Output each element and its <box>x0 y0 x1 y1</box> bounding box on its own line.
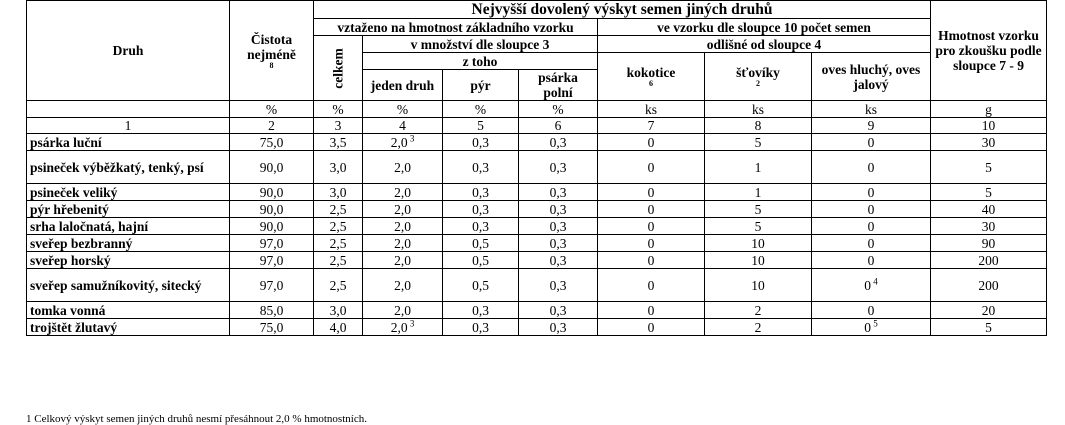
value-c4: 2,0 <box>394 302 411 318</box>
value-c5: 0,5 <box>472 235 489 251</box>
value-c7: 0 <box>647 252 655 268</box>
value-cell-c7 <box>598 201 705 218</box>
value-cell-c6 <box>519 134 598 151</box>
value-cell-c9 <box>812 184 931 201</box>
value-c8: 1 <box>754 159 762 175</box>
value-cell-c2 <box>230 302 314 319</box>
species-name-cell <box>27 134 230 151</box>
value-cell-c7 <box>598 184 705 201</box>
header-celkem <box>314 36 363 101</box>
col-number-cell: 8 <box>705 118 812 134</box>
species-name: trojštět žlutavý <box>30 319 118 335</box>
value-c3: 3,0 <box>329 159 347 175</box>
species-name: pýr hřebenitý <box>30 201 109 217</box>
header-druh: Druh <box>27 1 230 101</box>
value-c4: 2,0 <box>394 277 411 293</box>
value-c3: 2,5 <box>329 201 347 217</box>
table-row <box>27 319 1047 336</box>
value-cell-c5 <box>443 134 519 151</box>
value-cell-c3 <box>314 201 363 218</box>
value-c2: 97,0 <box>259 252 284 268</box>
value-c3: 2,5 <box>329 252 347 268</box>
value-cell-c9 <box>812 218 931 235</box>
value-c4: 2,0 <box>394 201 411 217</box>
value-cell-c10 <box>931 218 1047 235</box>
header-v-mnozstvi: v množství dle sloupce 3 <box>363 36 598 53</box>
value-c7: 0 <box>647 134 655 150</box>
species-name: srha laločnatá, hajní <box>30 218 149 234</box>
value-cell-c4 <box>363 252 443 269</box>
footnote-marker: 3 <box>407 133 415 143</box>
value-c3: 2,5 <box>329 218 347 234</box>
value-c3: 2,5 <box>329 235 347 251</box>
value-c7: 0 <box>647 302 655 318</box>
header-vztazeno: vztaženo na hmotnost základního vzorku <box>314 19 598 36</box>
value-c10: 5 <box>985 319 992 335</box>
value-c6: 0,3 <box>549 134 567 150</box>
species-name: sveřep horský <box>30 252 111 268</box>
value-c4: 2,0 <box>394 159 411 175</box>
value-cell-c6 <box>519 319 598 336</box>
value-c10: 200 <box>978 252 999 268</box>
value-c9: 0 <box>867 218 875 234</box>
value-c8: 10 <box>751 252 765 268</box>
value-c4: 2,0 <box>394 184 411 200</box>
col-number-cell: 10 <box>931 118 1047 134</box>
value-cell-c10 <box>931 302 1047 319</box>
value-cell-c2 <box>230 201 314 218</box>
col-number-cell: 9 <box>812 118 931 134</box>
value-c5: 0,3 <box>472 159 489 175</box>
value-c6: 0,3 <box>549 184 567 200</box>
value-cell-c3 <box>314 269 363 302</box>
value-cell-c8 <box>705 151 812 184</box>
value-c3: 2,5 <box>329 277 347 293</box>
value-cell-c4 <box>363 184 443 201</box>
value-cell-c3 <box>314 151 363 184</box>
value-cell-c7 <box>598 269 705 302</box>
value-cell-c3 <box>314 319 363 336</box>
unit-cell: % <box>443 101 519 118</box>
table-body <box>27 134 1047 336</box>
value-c3: 4,0 <box>329 319 347 335</box>
value-c6: 0,3 <box>549 252 567 268</box>
value-cell-c4 <box>363 134 443 151</box>
value-cell-c10 <box>931 252 1047 269</box>
value-c8: 10 <box>751 277 765 293</box>
value-cell-c9 <box>812 151 931 184</box>
value-cell-c7 <box>598 252 705 269</box>
value-cell-c2 <box>230 184 314 201</box>
value-cell-c4 <box>363 269 443 302</box>
value-c9: 0 <box>867 134 875 150</box>
value-c6: 0,3 <box>549 201 567 217</box>
value-c10: 90 <box>981 235 996 251</box>
units-row <box>27 101 1047 118</box>
table-row <box>27 184 1047 201</box>
unit-cell: % <box>363 101 443 118</box>
value-c8: 2 <box>754 302 762 318</box>
value-cell-c3 <box>314 218 363 235</box>
col-number-cell: 2 <box>230 118 314 134</box>
value-c9: 0 <box>864 319 871 335</box>
value-cell-c10 <box>931 201 1047 218</box>
value-c7: 0 <box>647 319 655 335</box>
value-c8: 10 <box>751 235 765 251</box>
value-cell-c10 <box>931 151 1047 184</box>
value-c5: 0,3 <box>472 218 489 234</box>
value-cell-c2 <box>230 134 314 151</box>
header-stoviky-footnote: 2 <box>756 79 760 88</box>
species-name-cell <box>27 252 230 269</box>
value-c4: 2,0 <box>390 319 408 335</box>
value-cell-c4 <box>363 319 443 336</box>
value-c10: 30 <box>981 218 996 234</box>
value-cell-c5 <box>443 235 519 252</box>
header-odlisne: odlišné od sloupce 4 <box>598 36 931 53</box>
value-cell-c10 <box>931 269 1047 302</box>
col-number-cell: 6 <box>519 118 598 134</box>
value-c4: 2,0 <box>394 235 411 251</box>
value-cell-c4 <box>363 201 443 218</box>
value-c9: 0 <box>867 184 875 200</box>
value-c7: 0 <box>647 184 655 200</box>
value-cell-c5 <box>443 302 519 319</box>
footnote-marker: 3 <box>407 318 415 328</box>
value-c3: 3,0 <box>329 302 347 318</box>
value-c2: 90,0 <box>259 218 284 234</box>
species-name-cell <box>27 218 230 235</box>
col-number-cell: 5 <box>443 118 519 134</box>
value-cell-c6 <box>519 302 598 319</box>
species-name-cell <box>27 151 230 184</box>
value-cell-c7 <box>598 134 705 151</box>
value-cell-c7 <box>598 151 705 184</box>
value-c5: 0,3 <box>472 302 489 318</box>
footnote-marker: 5 <box>871 318 878 328</box>
value-c9: 0 <box>867 159 875 175</box>
table-row <box>27 151 1047 184</box>
value-c10: 30 <box>981 134 996 150</box>
table-row <box>27 235 1047 252</box>
value-cell-c3 <box>314 302 363 319</box>
value-c6: 0,3 <box>549 319 567 335</box>
value-c9: 0 <box>864 277 871 293</box>
value-cell-c5 <box>443 319 519 336</box>
species-name: psineček veliký <box>30 184 118 200</box>
value-c8: 2 <box>754 319 762 335</box>
value-c7: 0 <box>647 218 655 234</box>
value-cell-c5 <box>443 184 519 201</box>
value-c4: 2,0 <box>390 134 408 150</box>
value-c2: 90,0 <box>259 159 284 175</box>
value-cell-c5 <box>443 201 519 218</box>
table-row <box>27 269 1047 302</box>
value-cell-c3 <box>314 235 363 252</box>
value-c5: 0,5 <box>472 277 489 293</box>
species-name-cell <box>27 201 230 218</box>
value-c7: 0 <box>647 235 655 251</box>
unit-cell-empty <box>27 101 230 118</box>
header-stoviky <box>705 53 812 101</box>
value-c6: 0,3 <box>549 218 567 234</box>
col-number-cell: 1 <box>27 118 230 134</box>
value-c3: 3,5 <box>329 134 347 150</box>
header-jeden-druh: jeden druh <box>363 70 443 101</box>
header-oves: oves hluchý, oves jalový <box>812 53 931 101</box>
value-cell-c4 <box>363 302 443 319</box>
value-cell-c10 <box>931 235 1047 252</box>
value-cell-c2 <box>230 319 314 336</box>
value-c5: 0,3 <box>472 319 489 335</box>
value-c2: 97,0 <box>259 235 284 251</box>
value-c10: 200 <box>978 277 999 293</box>
seed-standards-table <box>26 0 1047 336</box>
value-c5: 0,5 <box>472 252 489 268</box>
col-number-cell: 3 <box>314 118 363 134</box>
header-cistota <box>230 1 314 101</box>
footnote-marker: 4 <box>871 276 878 286</box>
value-cell-c6 <box>519 269 598 302</box>
species-name-cell <box>27 302 230 319</box>
value-cell-c6 <box>519 218 598 235</box>
species-name: sveřep bezbranný <box>30 235 133 251</box>
value-c2: 90,0 <box>259 184 284 200</box>
value-cell-c8 <box>705 134 812 151</box>
value-cell-c6 <box>519 235 598 252</box>
value-c8: 5 <box>754 134 762 150</box>
value-c10: 5 <box>985 184 992 200</box>
species-name: sveřep samužníkovitý, sitecký <box>30 277 202 293</box>
value-c4: 2,0 <box>394 218 411 234</box>
value-cell-c2 <box>230 235 314 252</box>
header-ve-vzorku: ve vzorku dle sloupce 10 počet semen <box>598 19 931 36</box>
value-cell-c8 <box>705 302 812 319</box>
value-cell-c8 <box>705 184 812 201</box>
value-cell-c9 <box>812 134 931 151</box>
value-c2: 85,0 <box>259 302 284 318</box>
header-kokotice-label: kokotice <box>626 65 676 80</box>
value-cell-c8 <box>705 269 812 302</box>
species-name-cell <box>27 184 230 201</box>
value-cell-c9 <box>812 252 931 269</box>
species-name: psárka luční <box>30 134 102 150</box>
col-number-cell: 4 <box>363 118 443 134</box>
value-cell-c10 <box>931 319 1047 336</box>
value-cell-c7 <box>598 319 705 336</box>
species-name-cell <box>27 269 230 302</box>
species-name: psineček výběžkatý, tenký, psí <box>30 159 204 175</box>
value-cell-c6 <box>519 151 598 184</box>
value-c7: 0 <box>647 201 655 217</box>
column-numbers-row <box>27 118 1047 134</box>
value-cell-c8 <box>705 235 812 252</box>
value-c10: 40 <box>981 201 996 217</box>
unit-cell: % <box>314 101 363 118</box>
value-cell-c3 <box>314 252 363 269</box>
value-c2: 75,0 <box>259 134 284 150</box>
value-c9: 0 <box>867 201 875 217</box>
value-cell-c3 <box>314 184 363 201</box>
value-c3: 3,0 <box>329 184 347 200</box>
value-c10: 20 <box>981 302 996 318</box>
header-cistota-footnote: 8 <box>269 60 274 70</box>
unit-cell: % <box>519 101 598 118</box>
value-c8: 5 <box>754 218 762 234</box>
value-cell-c7 <box>598 218 705 235</box>
value-cell-c2 <box>230 269 314 302</box>
header-celkem-label: celkem <box>330 47 346 89</box>
header-cistota-label: Čistota nejméně <box>247 31 296 62</box>
table-row <box>27 201 1047 218</box>
table-row <box>27 252 1047 269</box>
value-c2: 90,0 <box>259 201 284 217</box>
value-cell-c6 <box>519 201 598 218</box>
value-cell-c5 <box>443 252 519 269</box>
value-cell-c9 <box>812 235 931 252</box>
value-c6: 0,3 <box>549 277 567 293</box>
header-hmotnost: Hmotnost vzorku pro zkoušku podle sloupce 7 - 9 <box>931 1 1047 101</box>
value-c5: 0,3 <box>472 134 489 150</box>
value-c8: 5 <box>754 201 762 217</box>
table-row <box>27 302 1047 319</box>
value-cell-c2 <box>230 151 314 184</box>
unit-cell: % <box>230 101 314 118</box>
header-pyr: pýr <box>443 70 519 101</box>
table-row <box>27 134 1047 151</box>
value-cell-c8 <box>705 218 812 235</box>
value-cell-c5 <box>443 218 519 235</box>
value-cell-c2 <box>230 252 314 269</box>
value-c9: 0 <box>867 235 875 251</box>
value-cell-c7 <box>598 302 705 319</box>
value-c7: 0 <box>647 159 655 175</box>
header-nejvyssi: Nejvyšší dovolený výskyt semen jiných druhů <box>314 1 931 19</box>
value-cell-c8 <box>705 319 812 336</box>
value-cell-c7 <box>598 235 705 252</box>
species-name-cell <box>27 235 230 252</box>
value-cell-c9 <box>812 319 931 336</box>
value-cell-c6 <box>519 184 598 201</box>
species-name: tomka vonná <box>30 302 106 318</box>
value-cell-c8 <box>705 252 812 269</box>
footnote: 1 Celkový výskyt semen jiných druhů nesmí přesáhnout 2,0 % hmotnostních. <box>26 413 367 425</box>
species-name-cell <box>27 319 230 336</box>
value-cell-c5 <box>443 151 519 184</box>
unit-cell: ks <box>705 101 812 118</box>
value-cell-c10 <box>931 184 1047 201</box>
value-c5: 0,3 <box>472 184 489 200</box>
header-kokotice-footnote: 6 <box>649 79 653 88</box>
value-cell-c3 <box>314 134 363 151</box>
unit-cell: g <box>931 101 1047 118</box>
table-row <box>27 218 1047 235</box>
value-c10: 5 <box>985 159 992 175</box>
value-cell-c6 <box>519 252 598 269</box>
header-psarka-polni: psárka polní <box>519 70 598 101</box>
header-z-toho: z toho <box>363 53 598 70</box>
value-c8: 1 <box>754 184 762 200</box>
value-cell-c5 <box>443 269 519 302</box>
value-cell-c9 <box>812 201 931 218</box>
value-cell-c9 <box>812 302 931 319</box>
value-c4: 2,0 <box>394 252 411 268</box>
unit-cell: ks <box>598 101 705 118</box>
value-c2: 75,0 <box>259 319 284 335</box>
value-cell-c4 <box>363 151 443 184</box>
value-cell-c10 <box>931 134 1047 151</box>
value-cell-c8 <box>705 201 812 218</box>
value-c9: 0 <box>867 252 875 268</box>
value-c5: 0,3 <box>472 201 489 217</box>
value-c6: 0,3 <box>549 159 567 175</box>
unit-cell: ks <box>812 101 931 118</box>
header-kokotice <box>598 53 705 101</box>
value-cell-c4 <box>363 235 443 252</box>
header-stoviky-label: šťovíky <box>736 65 780 80</box>
value-cell-c4 <box>363 218 443 235</box>
value-c7: 0 <box>647 277 655 293</box>
value-c2: 97,0 <box>259 277 284 293</box>
value-c6: 0,3 <box>549 235 567 251</box>
value-c6: 0,3 <box>549 302 567 318</box>
value-c9: 0 <box>867 302 875 318</box>
value-cell-c9 <box>812 269 931 302</box>
col-number-cell: 7 <box>598 118 705 134</box>
value-cell-c2 <box>230 218 314 235</box>
